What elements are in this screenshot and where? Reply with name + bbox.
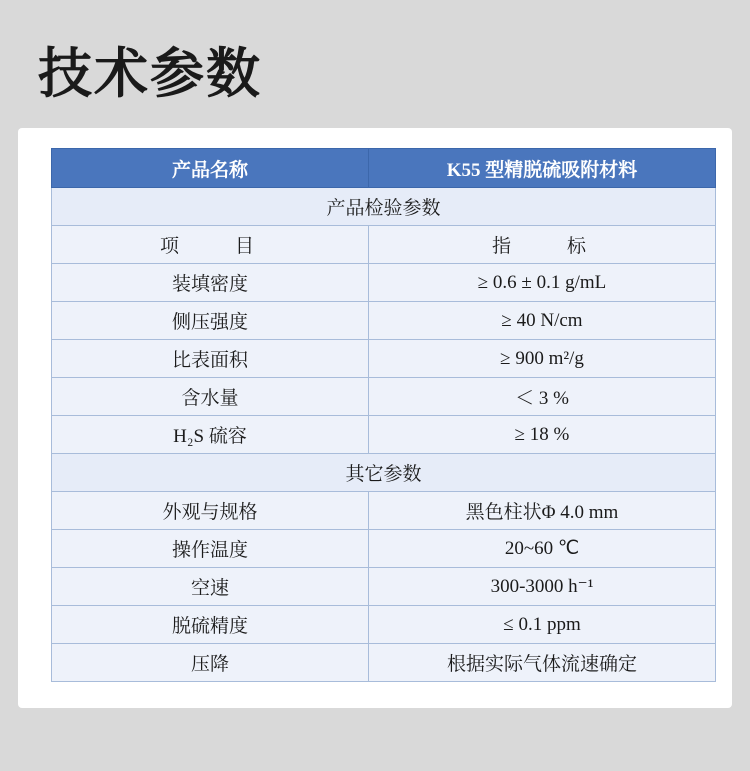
section-title-row-other bbox=[52, 454, 716, 492]
table-row bbox=[52, 644, 716, 682]
row-label: H₂S 硫容 bbox=[52, 416, 369, 454]
row-label: 空速 bbox=[52, 568, 369, 606]
row-label: 外观与规格 bbox=[52, 492, 369, 530]
row-value: ≥ 0.6 ± 0.1 g/mL bbox=[369, 264, 716, 302]
row-value: ≥ 40 N/cm bbox=[369, 302, 716, 340]
column-header-item: 项 目 bbox=[52, 226, 369, 264]
spec-table bbox=[51, 148, 716, 682]
row-label: 操作温度 bbox=[52, 530, 369, 568]
table-row bbox=[52, 606, 716, 644]
table-row bbox=[52, 530, 716, 568]
row-value: ≥ 18 % bbox=[369, 416, 716, 454]
header-product-label: 产品名称 bbox=[52, 149, 369, 188]
spec-card bbox=[18, 128, 732, 708]
table-row bbox=[52, 264, 716, 302]
table-row bbox=[52, 416, 716, 454]
row-label: 脱硫精度 bbox=[52, 606, 369, 644]
row-value: ≤ 0.1 ppm bbox=[369, 606, 716, 644]
section-title-other: 其它参数 bbox=[52, 454, 716, 492]
row-value: 根据实际气体流速确定 bbox=[369, 644, 716, 682]
table-row bbox=[52, 492, 716, 530]
row-label: 装填密度 bbox=[52, 264, 369, 302]
row-value: 300-3000 h⁻¹ bbox=[369, 568, 716, 606]
row-value: ≥ 900 m²/g bbox=[369, 340, 716, 378]
spec-table-wrapper bbox=[51, 148, 699, 682]
table-row bbox=[52, 378, 716, 416]
row-label: 含水量 bbox=[52, 378, 369, 416]
page-title: 技术参数 bbox=[38, 44, 262, 104]
table-row bbox=[52, 302, 716, 340]
header-product-value: K55 型精脱硫吸附材料 bbox=[369, 149, 716, 188]
row-label: 侧压强度 bbox=[52, 302, 369, 340]
table-row bbox=[52, 340, 716, 378]
row-label: 比表面积 bbox=[52, 340, 369, 378]
row-label: 压降 bbox=[52, 644, 369, 682]
table-row bbox=[52, 568, 716, 606]
column-header-row bbox=[52, 226, 716, 264]
column-header-index: 指 标 bbox=[369, 226, 716, 264]
row-value: ＜ 3 % bbox=[369, 378, 716, 416]
row-value: 20~60 ℃ bbox=[369, 530, 716, 568]
row-value: 黑色柱状Φ 4.0 mm bbox=[369, 492, 716, 530]
section-title-inspection: 产品检验参数 bbox=[52, 188, 716, 226]
section-title-row-inspection bbox=[52, 188, 716, 226]
table-header-row bbox=[52, 149, 716, 188]
